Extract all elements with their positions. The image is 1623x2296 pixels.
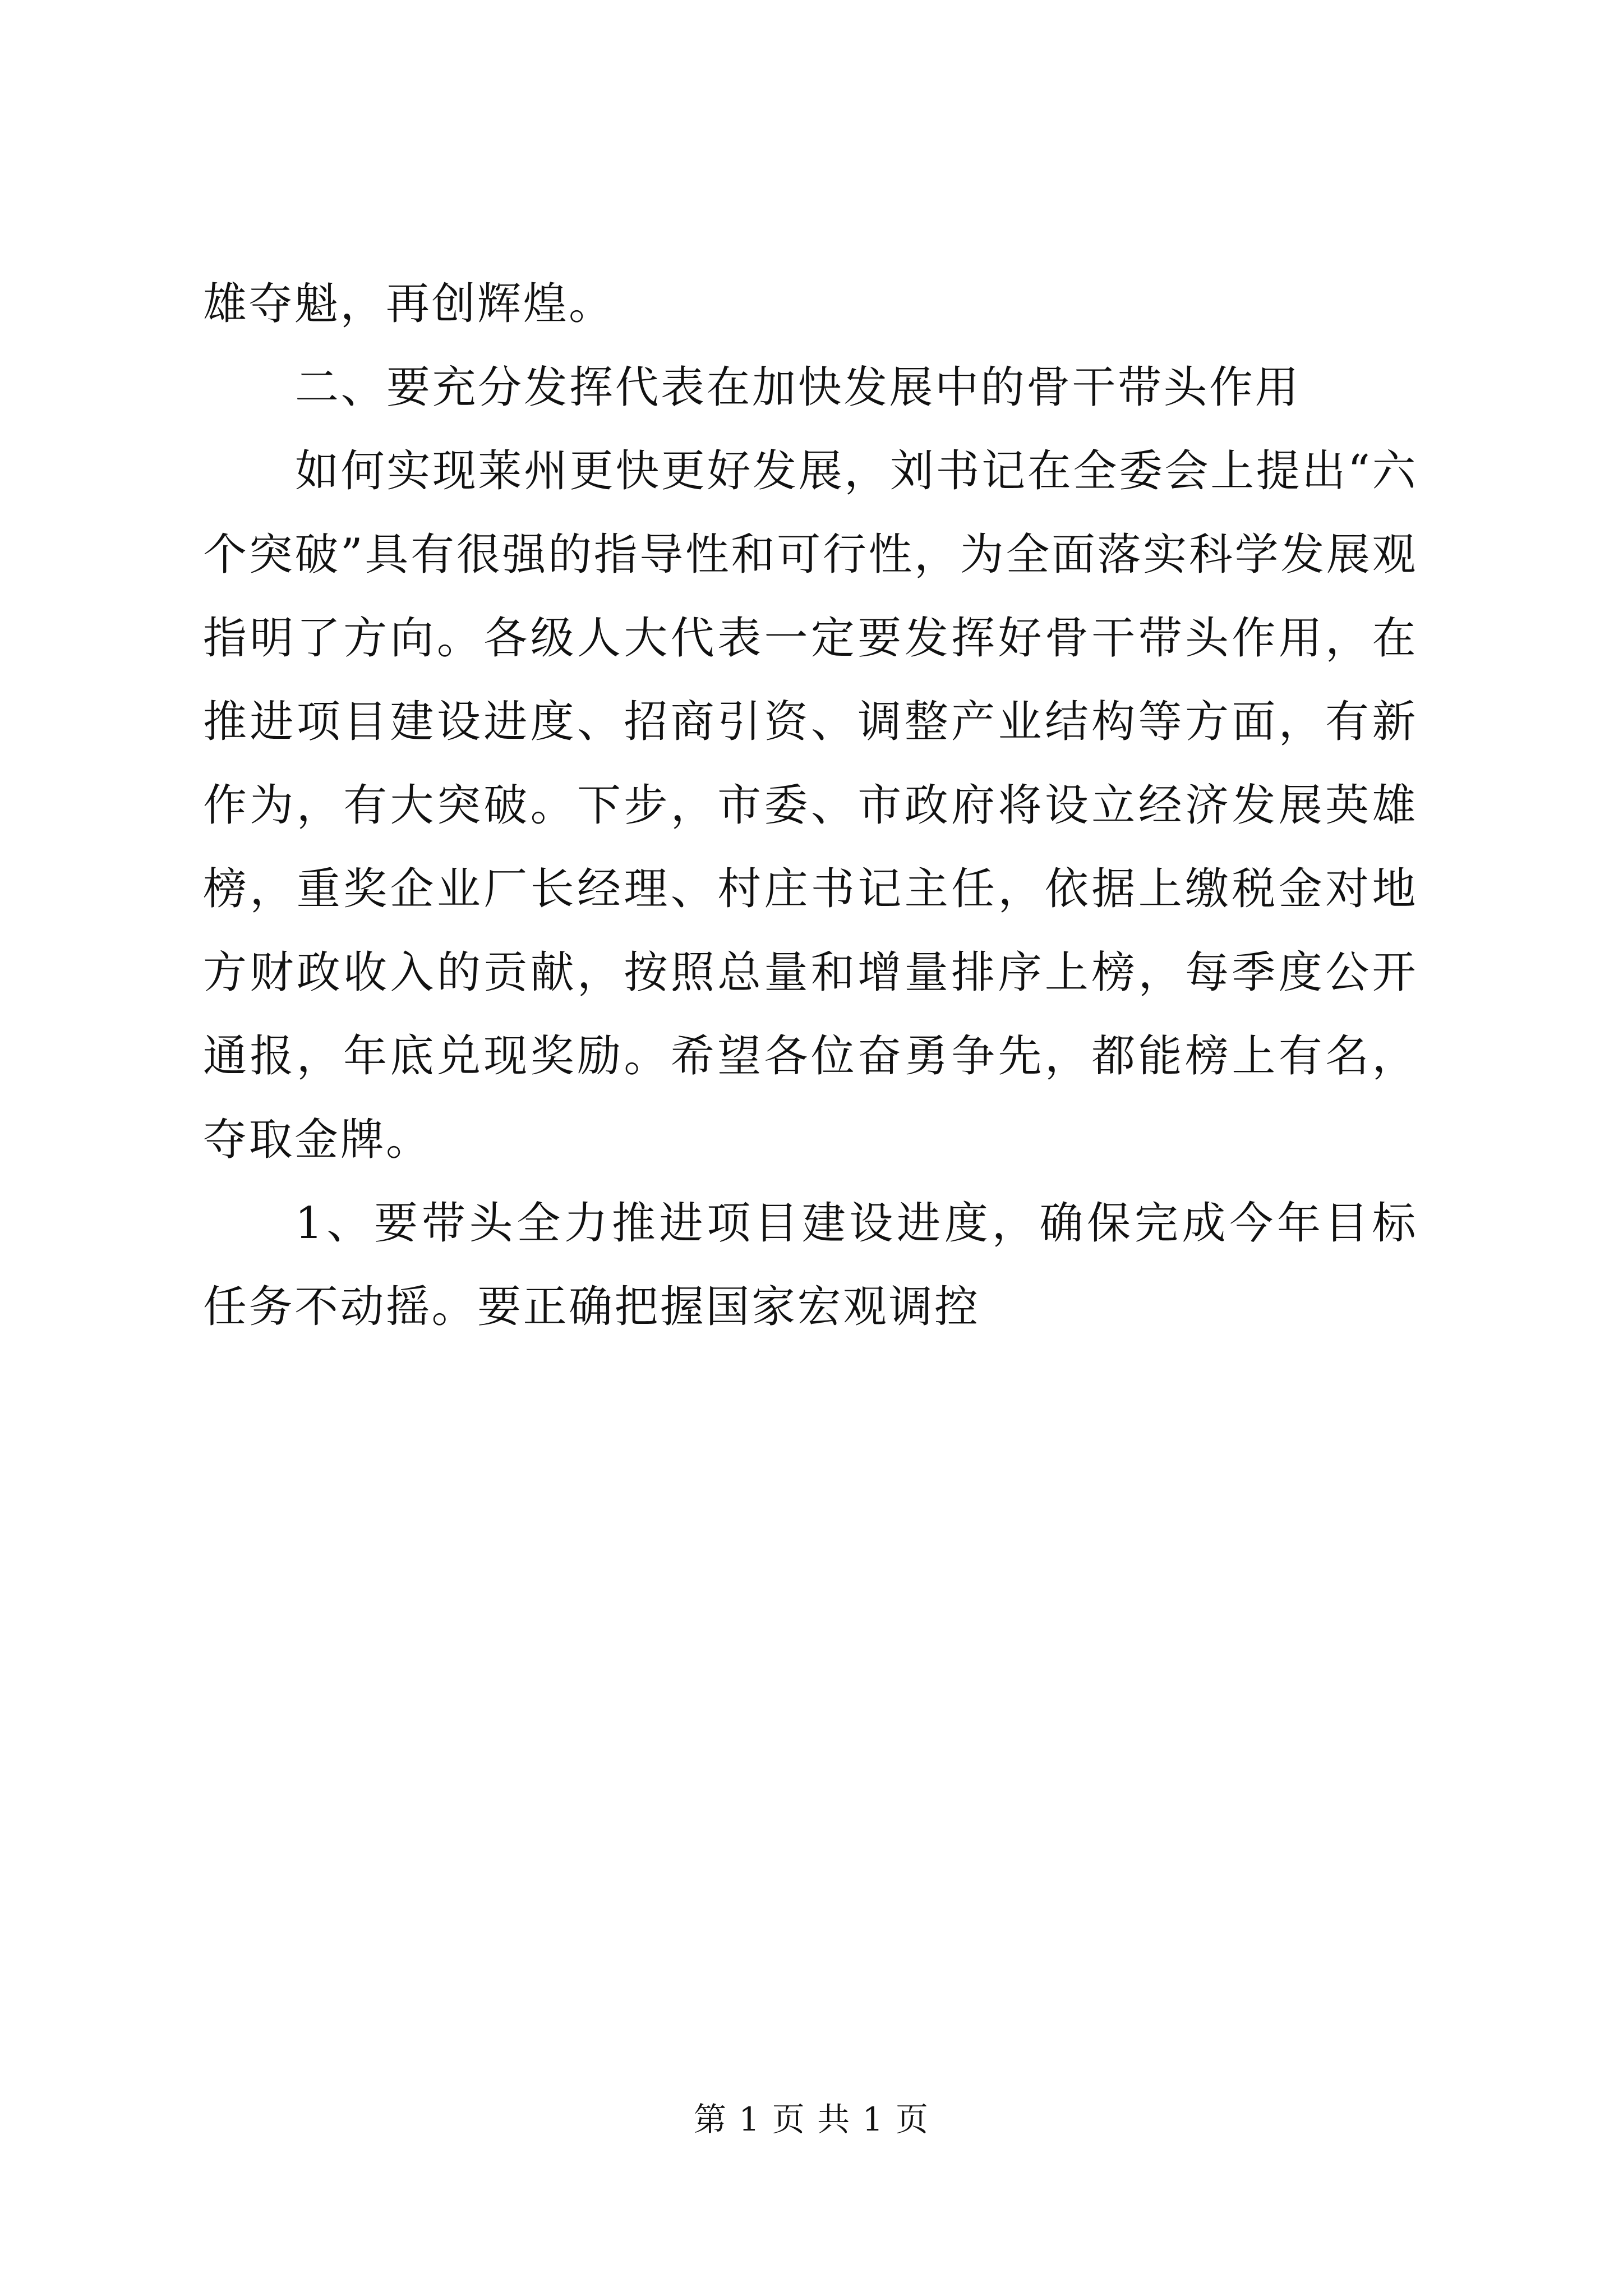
paragraph-body: 如何实现莱州更快更好发展，刘书记在全委会上提出“六个突破”具有很强的指导性和可行性，为全面落实科学发展观指明了方向。各级人大代表一定要发挥好骨干带头作用，在推进项目建设进度、招商引资、调整产业结构等方面，有新作为，有大突破。下步，市委、市政府将设立经济发展英雄榜，重奖企业厂长经理、村庄书记主任，依据上缴税金对地方财政收入的贡献，按照总量和增量排序上榜，每季度公开通报，年底兑现奖励。希望各位奋勇争先，都能榜上有名，夺取金牌。	[203, 446, 1418, 1165]
document-body	[203, 263, 1418, 1349]
page-footer	[0, 2097, 1623, 2142]
paragraph-item-1: 1、要带头全力推进项目建设进度，确保完成今年目标任务不动摇。要正确把握国家宏观调控	[203, 1198, 1418, 1332]
section-heading: 二、要充分发挥代表在加快发展中的骨干带头作用	[295, 362, 1301, 413]
paragraph-continuation: 雄夺魁，再创辉煌。	[203, 279, 615, 329]
page-number: 第 1 页 共 1 页	[694, 2100, 929, 2138]
